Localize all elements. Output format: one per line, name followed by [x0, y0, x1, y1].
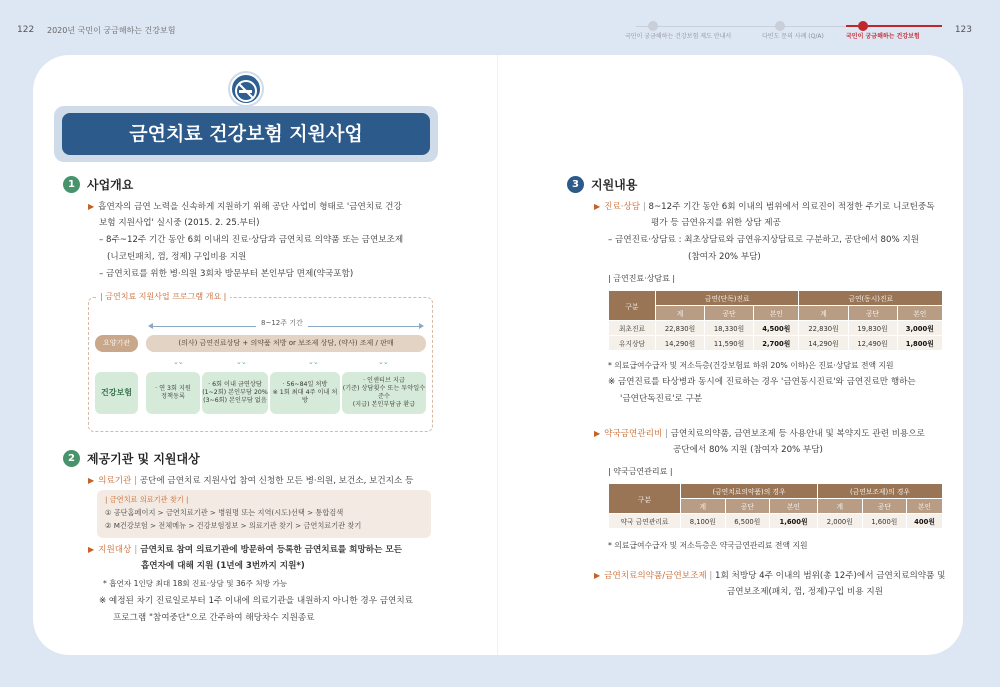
triangle-bullet-icon: ▶	[594, 571, 601, 580]
table-subheader: 계	[799, 306, 848, 321]
program-overview-title: | 금연치료 지원사업 프로그램 개요 |	[96, 291, 230, 302]
consult-line-cont: 평가 등 금연유지를 위한 상담 제공	[651, 218, 781, 228]
table-cell: 2,000원	[818, 514, 863, 529]
chapter-nav-line	[636, 26, 942, 27]
table-1-caption: | 금연진료·상담료 |	[608, 274, 676, 283]
left-book-title: 2020년 국민이 궁금해하는 건강보험	[47, 26, 176, 35]
triangle-bullet-icon: ▶	[88, 202, 95, 211]
pharmacy-note: * 의료급여수급자 및 저소득층은 약국금연관리료 전액 지원	[608, 541, 808, 550]
chapter-nav-item-2[interactable]: 다빈도 문의 사례 (Q/A)	[762, 33, 824, 40]
left-page-number: 122	[17, 25, 35, 35]
program-step-4: · 인센티브 지급 (기준) 상담횟수 또는 투약일수 준수 (지급) 본인부담금 환급	[342, 372, 426, 414]
table-subheader: 계	[681, 499, 726, 514]
table-subheader: 본인	[770, 499, 818, 514]
table-cell: 22,830원	[656, 321, 705, 336]
table-subheader: 본인	[907, 499, 943, 514]
title-banner	[54, 106, 438, 162]
program-step-2: · 6회 이내 금연상담 (1~2회) 본인부담 20% (3~6회) 본인부담 없음	[202, 372, 268, 414]
table-cell: 11,590원	[705, 336, 754, 351]
table-row	[609, 321, 943, 336]
page-title: 금연치료 건강보험 지원사업	[62, 113, 430, 155]
table-subheader: 공단	[848, 306, 897, 321]
consult-note-b-cont: '금연단독진료'로 구분	[620, 394, 703, 404]
table-subheader: 공단	[862, 499, 907, 514]
section-title: 지원내용	[591, 178, 638, 192]
right-page	[497, 55, 963, 655]
table-cell: 4,500원	[754, 321, 799, 336]
pharmacy-line: ▶ 약국금연관리비 | 금연치료의약품, 금연보조제 등 사용안내 및 복약지도 관련 비용으로	[594, 429, 925, 439]
table-header-combined: 금연(동시)진료	[799, 291, 943, 306]
table-cell: 8,100원	[681, 514, 726, 529]
table-subheader: 공단	[725, 499, 770, 514]
period-label: 8~12주 기간	[256, 318, 308, 328]
table-cell: 약국 금연관리료	[609, 514, 681, 529]
drug-line-cont: 금연보조제(패치, 껌, 정제)구입 비용 지원	[727, 587, 883, 597]
table-cell: 19,830원	[848, 321, 897, 336]
section-title: 제공기관 및 지원대상	[87, 452, 200, 466]
target-line-cont: 흡연자에 대해 지원 (1년에 3번까지 지원*)	[141, 561, 305, 571]
table-cell: 3,000원	[897, 321, 942, 336]
table-header-aid: (금연보조제)의 경우	[818, 484, 943, 499]
section-number: 3	[567, 176, 584, 193]
section-3-heading	[567, 176, 637, 193]
table-cell: 6,500원	[725, 514, 770, 529]
overview-sub-item-2: – 금연치료를 위한 병·의원 3회차 방문부터 본인부담 면제(약국포함)	[99, 269, 354, 279]
consult-fee-table	[608, 290, 943, 351]
table-subheader: 계	[656, 306, 705, 321]
triangle-bullet-icon: ▶	[594, 429, 601, 438]
table-cell: 유지상담	[609, 336, 656, 351]
overview-sub-item-1: – 8주~12주 기간 동안 6회 이내의 진료·상담과 금연치료 의약품 또는 금연보조제	[99, 235, 404, 245]
right-page-number: 123	[954, 25, 972, 35]
table-header-group: 구분	[609, 291, 656, 321]
table-subheader: 본인	[754, 306, 799, 321]
chapter-nav-item-3[interactable]: 국민이 궁금해하는 건강보험	[846, 33, 920, 40]
chapter-nav-dot-3[interactable]	[858, 21, 868, 31]
target-note-2: ※ 예정된 차기 진료일로부터 1주 이내에 의료기관을 내원하지 아니한 경우 금연치료	[99, 596, 413, 606]
chevron-down-icon: ⌄⌄	[173, 358, 183, 366]
triangle-bullet-icon: ▶	[594, 202, 601, 211]
table-row	[609, 336, 943, 351]
no-smoking-icon	[230, 73, 262, 105]
pharmacy-line-cont: 공단에서 80% 지원 (참여자 20% 부담)	[673, 445, 823, 455]
consult-fee-line: – 금연진료·상담료 : 최초상담료와 금연유지상담료로 구분하고, 공단에서 80% 지원	[608, 235, 919, 245]
insurance-label-box: 건강보험	[95, 372, 138, 414]
target-line: ▶ 지원대상 | 금연치료 참여 의료기관에 방문하여 등록한 금연치료를 희망하는 모든	[88, 545, 402, 555]
chevron-down-icon: ⌄⌄	[308, 358, 318, 366]
table-header-drug: (금연치료의약품)의 경우	[681, 484, 818, 499]
triangle-bullet-icon: ▶	[88, 476, 95, 485]
table-cell: 최초진료	[609, 321, 656, 336]
table-cell: 1,600원	[862, 514, 907, 529]
table-cell: 22,830원	[799, 321, 848, 336]
table-cell: 14,290원	[656, 336, 705, 351]
table-cell: 1,800원	[897, 336, 942, 351]
table-cell: 2,700원	[754, 336, 799, 351]
table-subheader: 본인	[897, 306, 942, 321]
consult-note-a: * 의료급여수급자 및 저소득층(건강보험료 하위 20% 이하)은 진료·상담료 전액 지원	[608, 361, 894, 370]
target-note-2-cont: 프로그램 "참여중단"으로 간주하여 해당차수 지원종료	[113, 613, 315, 623]
provider-line: ▶ 의료기관 | 공단에 금연치료 지원사업 참여 신청한 모든 병·의원, 보건소, 보건지소 등	[88, 476, 414, 486]
find-clinic-box	[97, 490, 431, 538]
find-clinic-step-1: ① 공단홈페이지 > 금연치료기관 > 병원명 또는 지역(시도)선택 > 통합검색	[105, 508, 344, 517]
table-header-group: 구분	[609, 484, 681, 514]
drug-line: ▶ 금연치료의약품/금연보조제 | 1회 처방당 4주 이내의 범위(총 12주)에서 금연치료의약품 및	[594, 571, 946, 581]
overview-sub-item-1-cont: (니코틴패치, 껌, 정제) 구입비용 지원	[107, 252, 247, 262]
table-subheader: 공단	[705, 306, 754, 321]
section-number: 1	[63, 176, 80, 193]
overview-paragraph: ▶ 흡연자의 금연 노력을 신속하게 지원하기 위해 공단 사업비 형태로 '금연치료 건강	[88, 202, 402, 212]
section-2-heading	[63, 450, 200, 467]
chapter-nav-dot-2[interactable]	[775, 21, 785, 31]
consult-line: ▶ 진료·상담 | 8~12주 기간 동안 6회 이내의 범위에서 의료진이 적정한 주기로 니코틴중독	[594, 202, 935, 212]
chapter-nav-dot-1[interactable]	[648, 21, 658, 31]
section-title: 사업개요	[87, 178, 134, 192]
table-cell: 400원	[907, 514, 943, 529]
pharmacy-fee-table	[608, 483, 943, 529]
table-cell: 12,490원	[848, 336, 897, 351]
overview-paragraph-cont: 보험 지원사업' 실시중 (2015. 2. 25.부터)	[99, 218, 260, 228]
page-header	[0, 0, 1000, 60]
chevron-down-icon: ⌄⌄	[236, 358, 246, 366]
table-cell: 14,290원	[799, 336, 848, 351]
table-row	[609, 514, 943, 529]
org-description-pill: (의사) 금연진료상담 + 의약품 처방 or 보조제 상담, (약사) 조제 / 판매	[146, 335, 426, 352]
chevron-down-icon: ⌄⌄	[378, 358, 388, 366]
chapter-nav-item-1[interactable]: 국민이 궁금해하는 건강보험 제도 안내서	[625, 33, 732, 40]
table-2-caption: | 약국금연관리료 |	[608, 467, 673, 476]
section-1-heading	[63, 176, 133, 193]
consult-fee-line-cont: (참여자 20% 부담)	[688, 252, 761, 262]
program-step-3: · 56~84일 처방 ※ 1회 최대 4주 이내 처방	[270, 372, 340, 414]
find-clinic-step-2: ② M건강보험 > 전체메뉴 > 건강보험정보 > 의료기관 찾기 > 금연치료기관 찾기	[105, 521, 362, 530]
triangle-bullet-icon: ▶	[88, 545, 95, 554]
target-note-1: * 흡연자 1인당 최대 18회 진료·상담 및 36주 처방 가능	[103, 579, 288, 588]
table-cell: 18,330원	[705, 321, 754, 336]
table-subheader: 계	[818, 499, 863, 514]
consult-note-b: ※ 금연진료를 타상병과 동시에 진료하는 경우 '금연동시진료'와 금연진료만 행하는	[608, 377, 916, 387]
page-spine	[497, 55, 498, 655]
section-number: 2	[63, 450, 80, 467]
program-step-1: · 연 3회 지원 정책동록	[146, 372, 200, 414]
org-label-pill: 요양기관	[95, 335, 138, 352]
table-cell: 1,600원	[770, 514, 818, 529]
table-header-solo: 금연(단독)진료	[656, 291, 799, 306]
find-clinic-title: | 금연치료 의료기관 찾기 |	[105, 495, 189, 504]
